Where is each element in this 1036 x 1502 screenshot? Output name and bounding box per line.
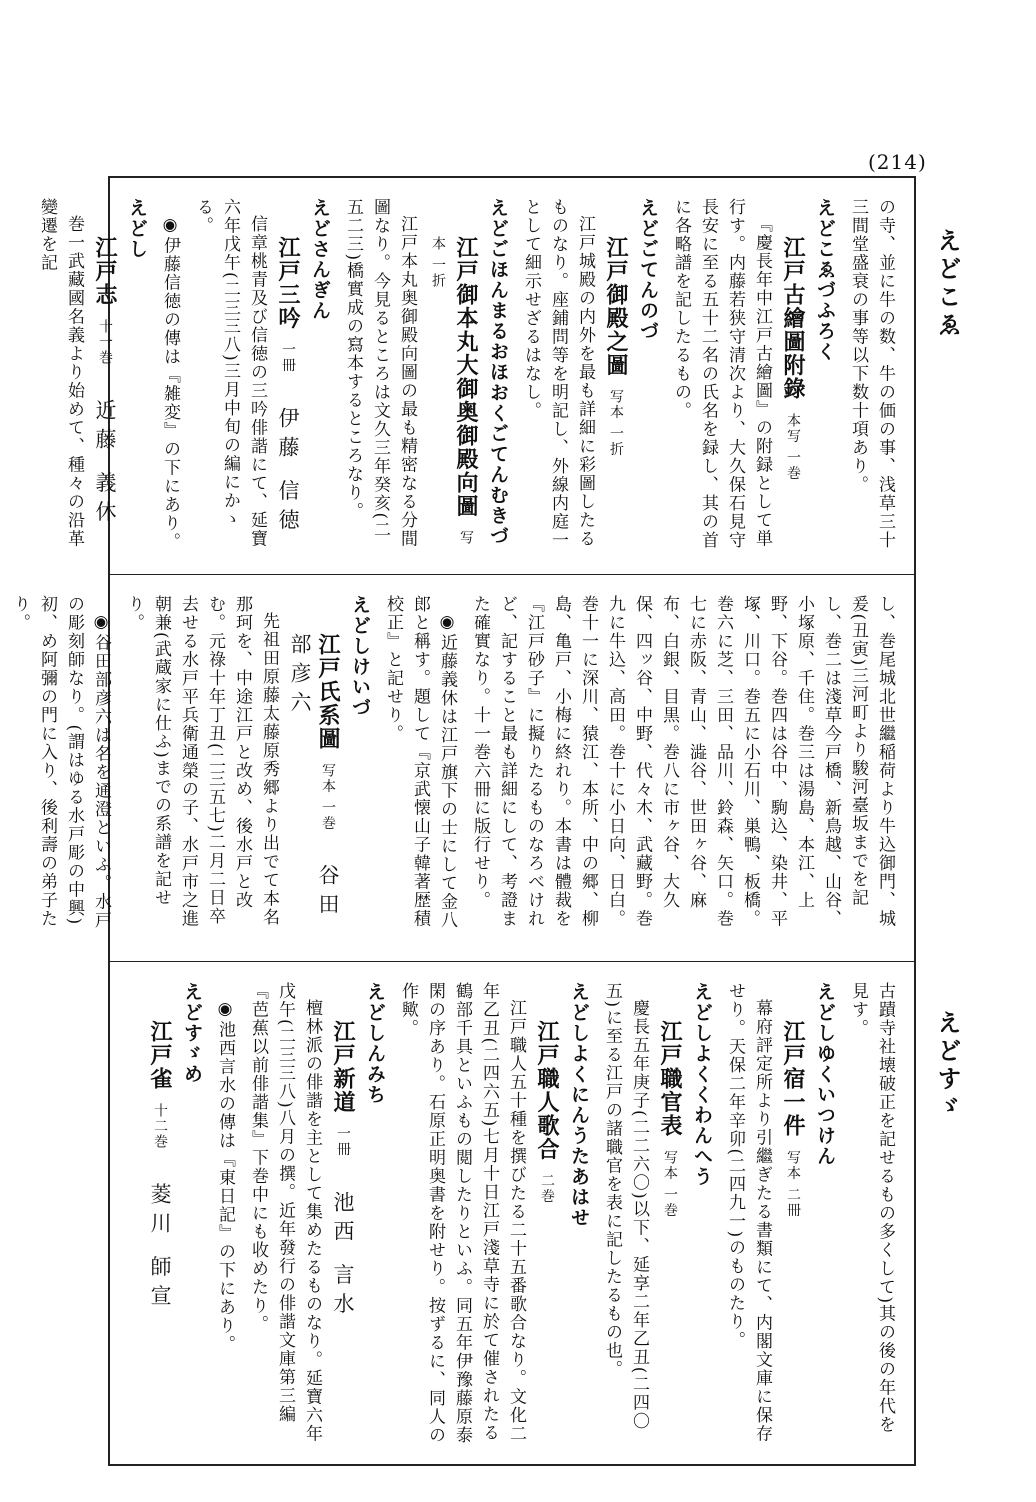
entry-volumes: 写本 一巻: [320, 762, 336, 831]
entry-title-line: [329, 982, 357, 1446]
entry-volumes: 一冊: [280, 342, 296, 373]
entry-title: 江戸職人歌合: [534, 1020, 560, 1161]
entry-heading: えどこゑづふろく: [814, 198, 836, 362]
entry-volumes: 二巻: [539, 1173, 555, 1204]
tier-3: [110, 962, 914, 1464]
page-number: (214): [868, 150, 927, 174]
entry-heading: えどすゞめ: [181, 982, 203, 1085]
entry-body-continued: 古蹟寺社壊破正を記せるもの多くして)其の後の年代を見す。: [848, 982, 895, 1435]
entry-volumes: 写本 二冊: [785, 1149, 801, 1218]
entry-title-line: [91, 198, 119, 556]
entry-body: 先祖田原藤太藤原秀郷より出でて本名那珂を、中途江戸と改め、後水戸と改む。元祿十年丁丑(二三五七)二月二日卒去せる水戸平兵衛通榮の子、水戸市之進朝兼(武蔵家に仕ふ)までの系譜を記せり。: [124, 595, 279, 928]
entry-body: 信章桃青及び信徳の三吟俳諧にて、延寶六年戊午(二三三八)三月中旬の編にかゝる。: [193, 198, 267, 548]
entry-title: 江戸古繪圖附錄: [780, 236, 806, 401]
entry-heading: えどし: [126, 198, 148, 260]
entry-body: ◉谷田部彦六は名を通澄といふ。水戸の彫刻師なり。(謂はゆる水戸彫の中興)初、め阿彌の門に入り、後利壽の弟子たり。: [10, 595, 111, 930]
entry-title-line: [779, 198, 807, 556]
tier-2: [10, 575, 914, 962]
entry-heading: えどしんみち: [364, 982, 386, 1105]
entry-body: 江戸城殿の内外を最も詳細に彩圖したるものなり。座鋪問等を明記し、外線内庭一として細示せざるはなし。: [521, 198, 595, 550]
entry-title: 江戸志: [92, 236, 118, 307]
entry-title-line: [602, 198, 630, 556]
entry-heading: えどしけいづ: [349, 595, 371, 718]
entry-title: 江戸御本丸大御奥御殿向圖: [453, 236, 479, 518]
tier-2-text: [10, 595, 898, 943]
entry-volumes: 本写 一巻: [785, 412, 801, 481]
entry-heading: えどさんぎん: [309, 198, 331, 321]
entry-author: 谷田部彦六: [288, 633, 340, 923]
entry-body: 『慶長年中江戸古繪圖』の附録として単行す。内藤若狭守清次より、大久保石見守長安に至る五十二名の氏名を録し、其の首に各略譜を記したるもの。: [671, 198, 772, 550]
entry-volumes: 一冊: [335, 1126, 351, 1157]
entry-title: 江戸職官表: [657, 1020, 683, 1138]
entry-title: 江戸宿一件: [780, 1020, 806, 1138]
entry-volumes: 写本 一折: [430, 236, 474, 546]
entry-body: ◉近藤義休は江戸旗下の士にして金八郎と稱す。題して『京武懐山子韓著歴積校正』と記せり。: [383, 595, 457, 930]
entry-author: 伊藤 信徳: [276, 407, 300, 538]
entry-body: ◉池西言水の傳は『東日記』の下にあり。: [215, 999, 235, 1354]
entry-volumes: 写本 一折: [608, 389, 624, 457]
entry-title-line: [424, 198, 480, 556]
page-frame: [10, 176, 916, 1466]
entry-volumes: 十二巻: [152, 1102, 168, 1149]
running-head-top: えどこゑ: [933, 228, 962, 340]
entry-title: 江戸氏系圖: [315, 633, 341, 751]
entry-heading: えどごほんまるおほおくごてんむきづ: [487, 198, 509, 547]
entry-heading: えどごてんのづ: [637, 198, 659, 342]
entry-heading: えどしゆくいつけん: [814, 982, 836, 1167]
entry-body: 江戸本丸奥御殿向圖の最も精密なる分間圖なり。今見るところは文久三年癸亥(二五二三)橋實成の寫本するところなり。: [343, 198, 417, 548]
entry-title: 江戸三吟: [275, 236, 301, 330]
entry-title-line: [533, 982, 561, 1446]
entry-heading: えどしよくにんうたあはせ: [568, 982, 590, 1228]
entry-title-line: [656, 982, 684, 1446]
entry-body: 檀林派の俳諧を主として集めたるものなり。延寶六年戊午(二三三八)八月の撰。近年發行の俳諧文庫第三編『芭蕉以前俳諧集』下巻中にも收めたり。: [248, 982, 322, 1443]
entry-body: 幕府評定所より引繼ぎたる書類にて、内閣文庫に保存せり。天保二年辛卯(二四九一)のものたり。: [725, 982, 772, 1443]
entry-body-continued: の寺、並に牛の数、牛の価の事、浅草三十三間堂盛衰の事等以下数十項あり。: [848, 198, 895, 550]
tier-3-text: [122, 982, 898, 1446]
entry-author: 池西 言水: [331, 1191, 355, 1322]
tier-1-text: [37, 198, 898, 556]
entry-title-line: [146, 982, 174, 1446]
entry-body: ◉伊藤信徳の傳は『雑変』の下にあり。: [160, 215, 180, 551]
entry-title: 江戸雀: [147, 1020, 173, 1091]
entry-title-line: [286, 595, 342, 943]
entry-volumes: 写本 一巻: [662, 1149, 678, 1218]
entry-volumes: 十一巻: [97, 318, 113, 365]
entry-body: 江戸職人五十種を撰びたる二十五番歌合なり。文化二年乙丑(二四六五)七月十日江戸淺草寺に於て催されたる鶴部千具といふもの閲したりといふ。同五年伊豫藤原泰閑の序あり。石原正明奥書を附せり。按ずるに、同人の作歟。: [398, 982, 526, 1445]
entry-title-line: [274, 198, 302, 556]
entry-title: 江戸御殿之圖: [603, 236, 629, 377]
entry-body: 巻一武藏國名義より始めて、種々の沿革變遷を記: [37, 198, 84, 548]
running-head-bottom: えどすゞ: [933, 1010, 962, 1122]
entry-author: 菱川 師宣: [148, 1183, 172, 1314]
entry-title-line: [779, 982, 807, 1446]
entry-author: 近藤 義休: [93, 399, 117, 530]
tier-1: [37, 178, 914, 575]
entry-title: 江戸新道: [330, 1020, 356, 1114]
entry-body: 慶長五年庚子(二二六〇)以下、延享二年乙丑(二四〇五)に至る江戸の諸職官を表に記したるもの也。: [602, 982, 649, 1431]
entry-heading: えどしよくくわんへう: [691, 982, 713, 1187]
entry-body-continued: し、巻尾城北世繼稲荷より牛込御門、城爰(丑寅)三河町より駿河臺坂までを記し、巻二は淺草今戸橋、新鳥越、山谷、小塚原、千住。巻三は湯島、本江、上野、下谷。巻四は谷中、駒込、染井、平塚、川口。巻五に小石川、巣鴨、板橋。巻六に芝、三田、品川、鈴森、矢口。巻七に赤阪、青山、澁谷、世田ヶ谷、麻布、白銀、目黒。巻八に市ヶ谷、大久保、四ッ谷、中野、代々木、武藏野。巻九に牛込、高田。巻十に小日向、日白。巻十一に深川、猿江、本所、中の郷、柳島、亀戸、小梅に終れり。本書は體裁を『江戸砂子』に擬りたるものなろべけれど、記すること最も詳細にして、考證また確實なり。十一巻六冊に版行せり。: [470, 595, 895, 928]
